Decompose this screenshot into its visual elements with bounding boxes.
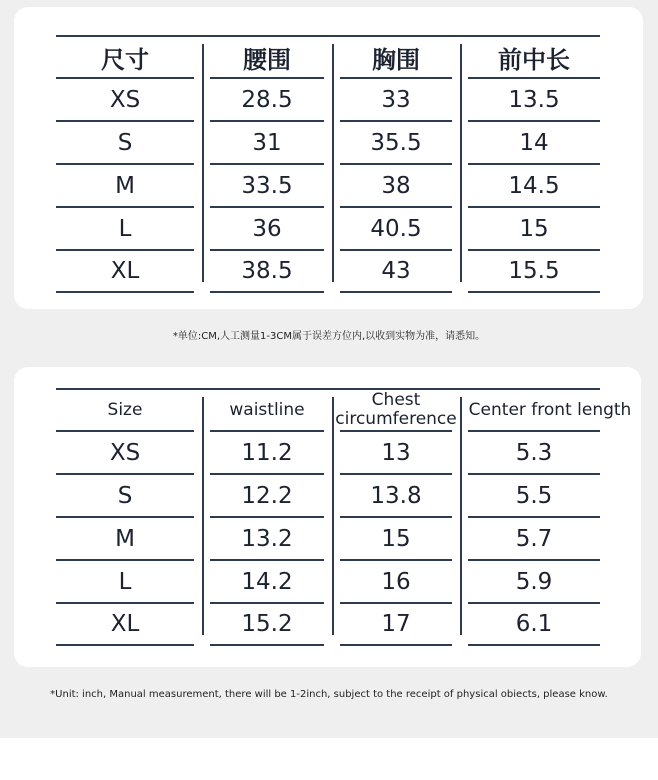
row-rule — [210, 644, 324, 646]
measurement-value: 15 — [381, 525, 411, 552]
cm-size-table — [14, 7, 643, 309]
measurement-value: 28.5 — [241, 86, 293, 113]
column-header: 腰围 — [243, 45, 291, 74]
cm-size-chart-card — [14, 7, 643, 309]
row-rule — [56, 291, 194, 293]
inch-size-table — [14, 367, 641, 667]
bottom-band — [0, 738, 658, 780]
cm-unit-note: *单位:CM,人工测量1-3CM属于误差方位内,以收到实物为准，请悉知。 — [172, 331, 486, 342]
measurement-value: 14.2 — [241, 568, 293, 595]
measurement-value: 35.5 — [370, 129, 422, 156]
row-rule — [210, 291, 324, 293]
row-rule — [56, 644, 194, 646]
measurement-value: 5.7 — [515, 525, 553, 552]
measurement-value: 36 — [252, 215, 282, 242]
size-label: S — [117, 482, 133, 509]
column-divider — [332, 397, 334, 635]
size-label: L — [118, 568, 132, 595]
measurement-value: 13 — [381, 439, 411, 466]
size-label: XL — [110, 258, 140, 284]
measurement-value: 14 — [519, 129, 549, 156]
size-label: XS — [109, 439, 141, 466]
column-header: Center front length — [468, 399, 632, 420]
size-label: M — [115, 172, 135, 199]
row-rule — [340, 644, 452, 646]
measurement-value: 38 — [381, 172, 411, 199]
size-label: XS — [109, 86, 141, 113]
measurement-value: 5.3 — [515, 439, 553, 466]
column-divider — [202, 44, 204, 282]
column-header: 前中长 — [498, 45, 570, 74]
inch-unit-note: *Unit: inch, Manual measurement, there will be 1-2inch, subject to the receipt of physical obiects, please know. — [50, 689, 608, 700]
row-rule — [468, 291, 600, 293]
measurement-value: 33.5 — [241, 172, 293, 199]
measurement-value: 31 — [252, 129, 282, 156]
column-divider — [202, 397, 204, 635]
measurement-value: 15 — [519, 215, 549, 242]
column-header: Chest circumference — [335, 390, 457, 429]
size-label: XL — [110, 611, 140, 637]
size-label: M — [115, 525, 135, 552]
measurement-value: 40.5 — [370, 215, 422, 242]
measurement-value: 43 — [381, 258, 411, 284]
column-header: Size — [107, 399, 143, 420]
size-label: L — [118, 215, 132, 242]
size-label: S — [117, 129, 133, 156]
column-divider — [332, 44, 334, 282]
column-divider — [460, 44, 462, 282]
column-header: waistline — [229, 399, 305, 420]
measurement-value: 6.1 — [515, 611, 553, 637]
measurement-value: 14.5 — [508, 172, 560, 199]
measurement-value: 5.9 — [515, 568, 553, 595]
measurement-value: 15.2 — [241, 611, 293, 637]
measurement-value: 13.8 — [370, 482, 422, 509]
inch-size-chart-card — [14, 367, 641, 667]
column-header: 尺寸 — [101, 45, 149, 74]
measurement-value: 15.5 — [508, 258, 560, 284]
measurement-value: 13.5 — [508, 86, 560, 113]
measurement-value: 38.5 — [241, 258, 293, 284]
measurement-value: 5.5 — [515, 482, 553, 509]
measurement-value: 17 — [381, 611, 411, 637]
measurement-value: 12.2 — [241, 482, 293, 509]
row-rule — [468, 644, 600, 646]
measurement-value: 16 — [381, 568, 411, 595]
row-rule — [340, 291, 452, 293]
column-header: 胸围 — [372, 45, 420, 74]
measurement-value: 11.2 — [241, 439, 293, 466]
measurement-value: 13.2 — [241, 525, 293, 552]
measurement-value: 33 — [381, 86, 411, 113]
column-divider — [460, 397, 462, 635]
